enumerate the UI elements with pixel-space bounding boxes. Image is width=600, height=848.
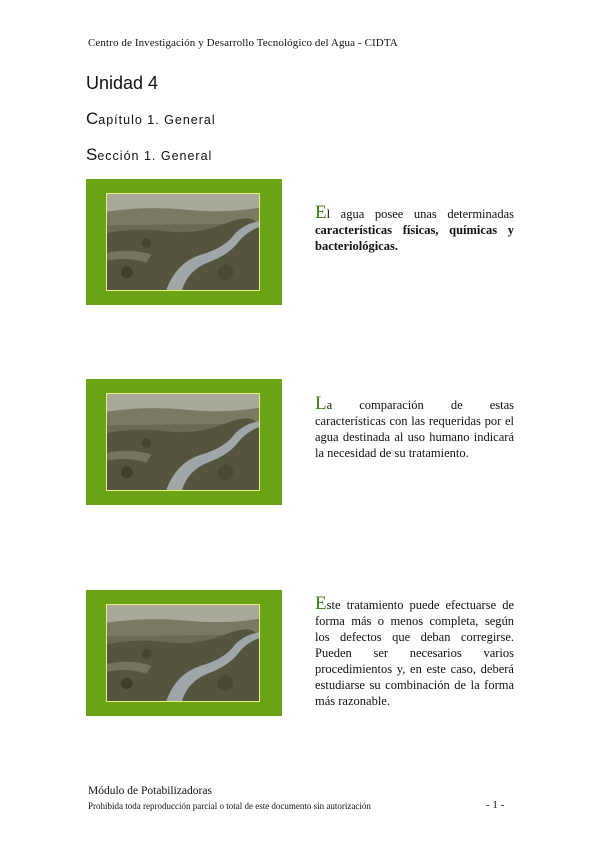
river-photo [106,393,260,491]
drop-cap: E [315,202,327,223]
river-photo [106,604,260,702]
unit-title: Unidad 4 [86,73,159,93]
footer-notice: Prohibida toda reproducción parcial o total de este documento sin autorización [88,801,371,811]
chapter-heading [86,109,216,129]
page-header: Centro de Investigación y Desarrollo Tecnológico del Agua - CIDTA [88,37,398,49]
paragraph-bold-text: características físicas, químicas y bacteriológicas. [315,223,514,253]
footer-module: Módulo de Potabilizadoras [88,785,212,797]
river-photo-frame [86,590,282,716]
river-photo [106,193,260,291]
paragraph-2 [315,393,514,461]
paragraph-3 [315,593,514,709]
section-heading [86,145,212,165]
chapter-cap: C [86,109,99,128]
paragraph-text: a comparación de estas características con las requeridas por el agua destinada al uso humano indicará la necesidad de su tratamiento. [315,398,514,460]
chapter-rest: apítulo 1. General [98,113,216,127]
river-photo-frame [86,179,282,305]
river-photo-frame [86,379,282,505]
drop-cap: E [315,593,327,614]
drop-cap: L [315,393,327,414]
page-number: - 1 - [486,799,505,811]
section-cap: S [86,145,98,164]
paragraph-text: ste tratamiento puede efectuarse de forma más o menos completa, según los defectos que deban corregirse. Pueden ser necesarios varios procedimientos y, en este caso, deberá estudiarse su combinación de la forma más razonable. [315,598,514,708]
paragraph-1 [315,202,514,254]
section-rest: ección 1. General [97,149,213,163]
paragraph-text: l agua posee unas determinadas [326,207,514,221]
